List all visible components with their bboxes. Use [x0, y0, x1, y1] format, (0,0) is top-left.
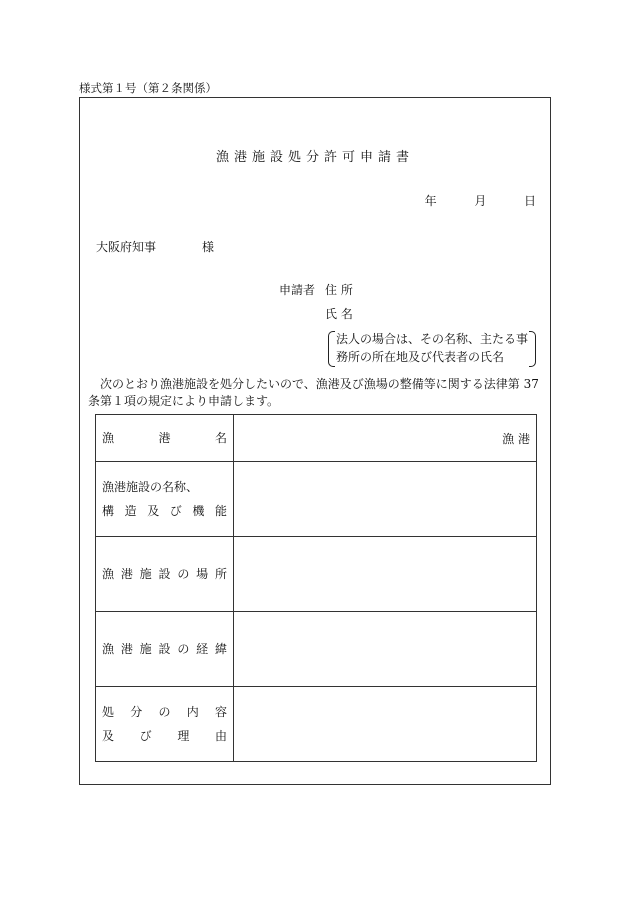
label-char: 港: [120, 567, 133, 581]
label-char: 漁: [102, 431, 115, 445]
row-value-field[interactable]: [234, 462, 537, 537]
application-table: [95, 414, 537, 762]
label-char: 場: [196, 567, 209, 581]
label-char: の: [177, 567, 190, 581]
row-value-field[interactable]: 漁 港: [234, 415, 537, 462]
row-label-line: [102, 724, 227, 748]
label-char: 所: [214, 567, 227, 581]
date-day: 日: [523, 194, 536, 208]
label-char: の: [177, 642, 190, 656]
applicant-name-row: [325, 305, 353, 322]
row-label-line: [102, 637, 227, 661]
corporate-note-line1: 法人の場合は、その名称、主たる事: [336, 332, 529, 346]
right-bracket: [529, 331, 536, 367]
left-bracket: [328, 331, 335, 367]
table-row: [96, 415, 537, 462]
label-char: 由: [214, 729, 227, 743]
date-line: [425, 192, 536, 209]
row-label-line: [102, 562, 227, 586]
applicant-address-row: [279, 281, 353, 298]
label-char: 及: [102, 729, 115, 743]
label-char: 設: [158, 642, 171, 656]
label-char: の: [158, 705, 171, 719]
row-label-line: [102, 499, 227, 523]
date-year: 年: [424, 194, 437, 208]
row-label-line: [102, 475, 227, 499]
label-char: 容: [214, 705, 227, 719]
row-value-field[interactable]: [234, 687, 537, 762]
row-value-field[interactable]: [234, 612, 537, 687]
row-label: [96, 537, 234, 612]
row-label: [96, 687, 234, 762]
label-char: 漁: [102, 642, 115, 656]
label-char: 分: [130, 705, 143, 719]
table-row: [96, 687, 537, 762]
label-char: 内: [186, 705, 199, 719]
label-char: 漁港施設の名称、: [102, 480, 199, 494]
row-label-line: [102, 426, 227, 450]
page-title: 漁港施設処分許可申請書: [215, 150, 414, 165]
label-char: び: [139, 729, 152, 743]
form-number-label: 様式第１号（第２条関係）: [79, 81, 217, 95]
label-char: 名: [214, 431, 227, 445]
label-char: 処: [102, 705, 115, 719]
address-label: 住 所: [325, 283, 353, 297]
label-char: 漁: [102, 567, 115, 581]
label-char: 理: [177, 729, 190, 743]
application-statement: 次のとおり漁港施設を処分したいので、漁港及び漁場の整備等に関する法律第 37 条第１項の規定により申請します。: [88, 377, 539, 408]
date-month: 月: [474, 194, 487, 208]
label-char: 構: [102, 504, 115, 518]
label-char: 機: [192, 504, 205, 518]
form-frame: [79, 97, 551, 785]
row-label: [96, 462, 234, 537]
label-char: び: [169, 504, 182, 518]
corporate-note: [330, 330, 534, 366]
label-char: 施: [139, 642, 152, 656]
row-label: [96, 612, 234, 687]
applicant-label: 申請者: [279, 283, 316, 297]
addressee: [96, 238, 214, 255]
label-char: 造: [124, 504, 137, 518]
addressee-honorific: 様: [202, 240, 215, 254]
label-char: 緯: [214, 642, 227, 656]
label-char: 施: [139, 567, 152, 581]
label-char: 港: [120, 642, 133, 656]
row-label: [96, 415, 234, 462]
label-char: 能: [214, 504, 227, 518]
addressee-name: 大阪府知事: [96, 240, 157, 254]
table-row: [96, 462, 537, 537]
name-label: 氏 名: [325, 307, 353, 321]
label-char: 経: [196, 642, 209, 656]
label-char: 港: [158, 431, 171, 445]
row-value-field[interactable]: [234, 537, 537, 612]
label-char: 設: [158, 567, 171, 581]
row-label-line: [102, 700, 227, 724]
table-row: [96, 537, 537, 612]
corporate-note-line2: 務所の所在地及び代表者の氏名: [336, 350, 505, 364]
table-row: [96, 612, 537, 687]
label-char: 及: [147, 504, 160, 518]
